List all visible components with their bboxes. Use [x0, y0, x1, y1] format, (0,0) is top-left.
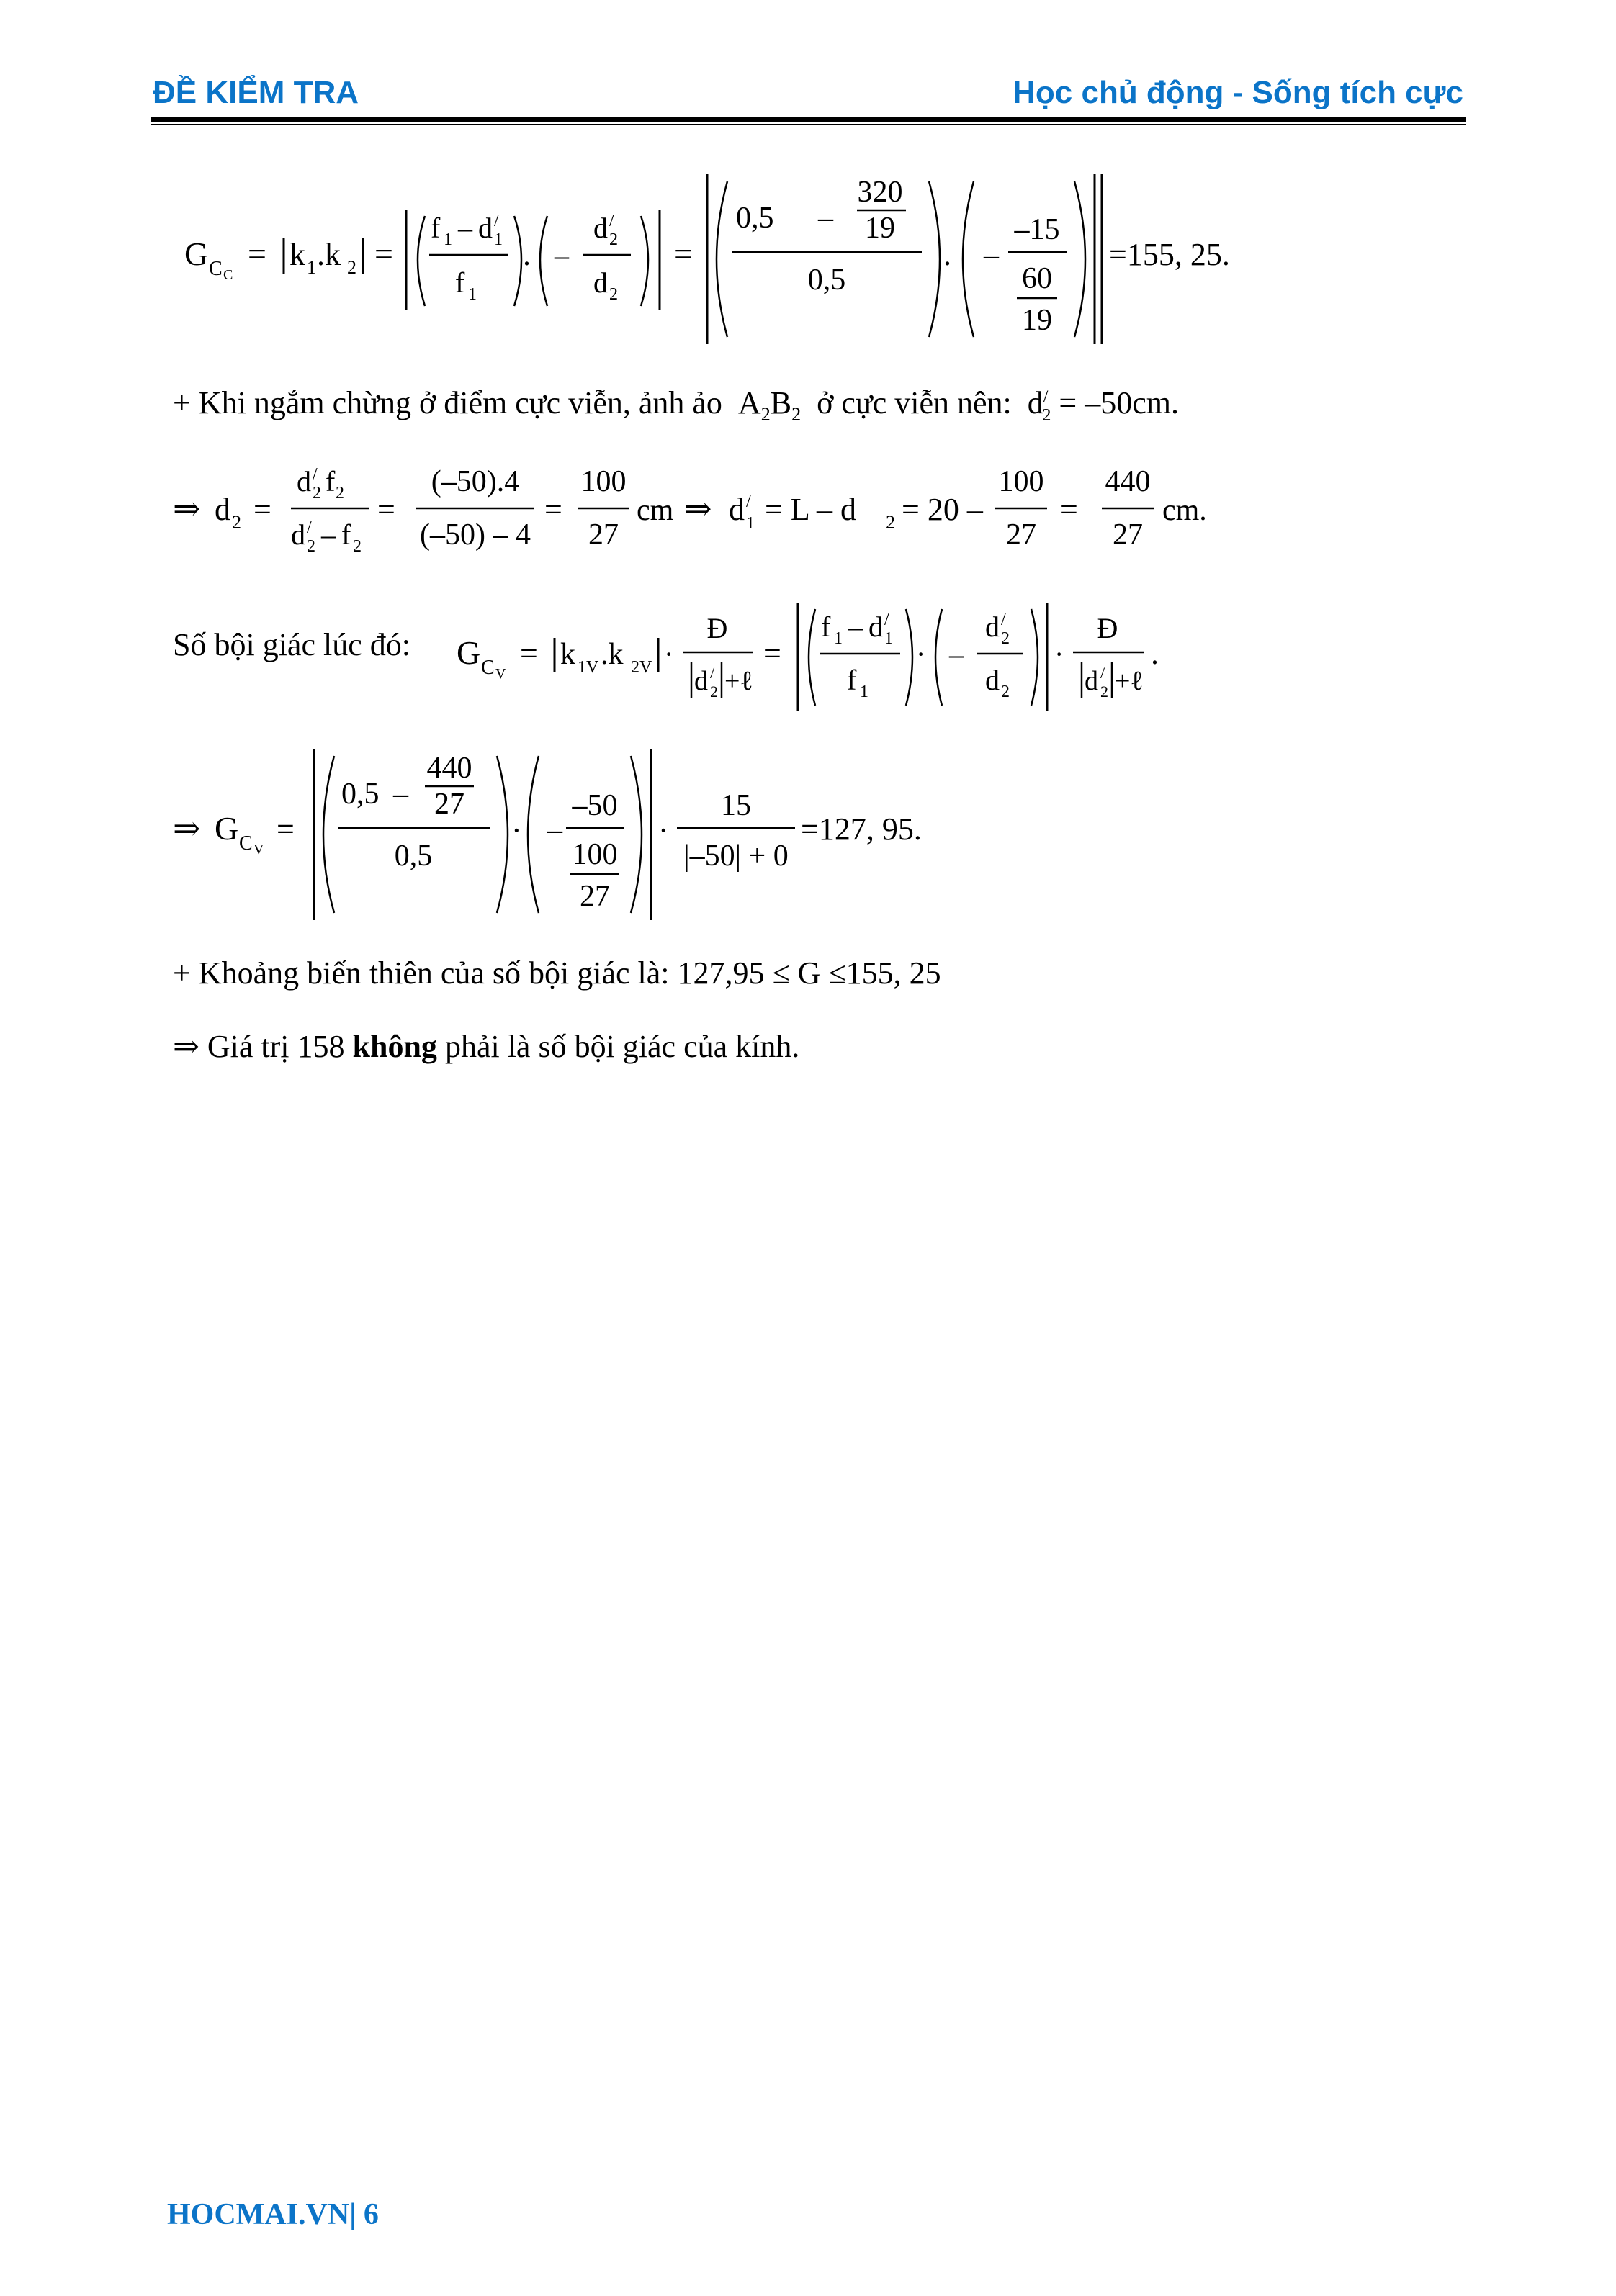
eq3-27b: 27 — [1113, 518, 1143, 552]
svg-text:–: – — [818, 202, 833, 235]
svg-text:d: d — [985, 611, 1000, 643]
svg-text:1: 1 — [834, 629, 843, 648]
header-slogan: Học chủ động - Sống tích cực — [1013, 75, 1463, 110]
svg-text:.: . — [943, 237, 951, 272]
svg-text:=: = — [377, 492, 395, 527]
eq5-27: 27 — [434, 788, 464, 821]
eq1-f1: f — [431, 212, 441, 244]
svg-text:d: d — [868, 611, 883, 643]
svg-text:2: 2 — [1100, 683, 1108, 701]
eq3-num: (–50).4 — [431, 465, 520, 498]
svg-text:/: / — [884, 611, 889, 629]
svg-text:·: · — [511, 813, 522, 848]
eq3-27c: 27 — [1006, 518, 1036, 552]
svg-text:G: G — [457, 634, 481, 671]
range-math: 127,95 ≤ G ≤155, 25 — [677, 955, 941, 991]
svg-text:1V: 1V — [578, 658, 599, 677]
eq1-60: 60 — [1022, 262, 1052, 295]
eq5-440: 440 — [426, 752, 472, 785]
svg-text:Đ: Đ — [1097, 612, 1118, 644]
svg-text:=: = — [1060, 492, 1078, 527]
svg-text:2: 2 — [1001, 629, 1010, 648]
svg-text:/: / — [313, 465, 318, 484]
svg-text:1: 1 — [746, 514, 755, 533]
svg-text:f: f — [821, 611, 831, 643]
svg-text:cm: cm — [637, 494, 674, 527]
svg-text:d: d — [297, 465, 311, 498]
svg-text:=: = — [674, 235, 693, 272]
svg-text:1: 1 — [494, 230, 503, 249]
header-title: ĐỀ KIỂM TRA — [153, 75, 359, 110]
eq5-result: =127, 95. — [801, 811, 922, 847]
svg-text:d: d — [985, 664, 1000, 696]
svg-text:V: V — [253, 842, 264, 857]
eq5-den: |–50| + 0 — [683, 839, 789, 873]
equation-gcv — [446, 598, 1239, 724]
eq1-m15: –15 — [1014, 213, 1060, 246]
svg-text:d: d — [1085, 666, 1098, 696]
svg-text:.: . — [523, 237, 531, 272]
svg-text:2: 2 — [232, 512, 241, 533]
svg-text:1: 1 — [444, 230, 452, 249]
eq3-100b: 100 — [998, 465, 1044, 498]
svg-text:d: d — [593, 212, 608, 244]
eq3-L: = L – d — [765, 492, 857, 527]
bold-khong: không — [352, 1029, 437, 1064]
svg-text:·: · — [916, 638, 926, 670]
svg-text:1: 1 — [860, 683, 868, 701]
svg-text:–: – — [848, 611, 863, 643]
svg-text:/: / — [307, 518, 312, 537]
eq1-19b: 19 — [1022, 304, 1052, 337]
equation-gcv-result — [173, 742, 1181, 932]
eq3-arrow: ⇒ — [173, 490, 201, 527]
svg-text:=: = — [520, 636, 538, 671]
header-rule — [151, 117, 1466, 122]
svg-text:⇒: ⇒ — [684, 490, 712, 527]
equation-d2 — [173, 454, 1253, 565]
svg-text:f: f — [341, 518, 351, 551]
svg-text:f: f — [326, 465, 336, 498]
svg-text:2V: 2V — [631, 658, 652, 677]
svg-text:1: 1 — [884, 629, 893, 648]
svg-text:Đ: Đ — [706, 612, 728, 644]
eq3-440: 440 — [1105, 465, 1151, 498]
equation-gcc-svg — [173, 166, 1253, 353]
svg-text:d: d — [694, 666, 708, 696]
line-conclusion: ⇒ Giá trị 158 không phải là số bội giác của kính. — [173, 1029, 800, 1064]
svg-text:·: · — [664, 638, 674, 670]
eq1-G: G — [184, 235, 209, 272]
svg-text:·: · — [1054, 638, 1064, 670]
page-footer: HOCMAI.VN| 6 — [167, 2198, 379, 2231]
svg-text:/: / — [710, 664, 715, 682]
svg-text:–: – — [949, 638, 964, 670]
eq5-05: 0,5 — [341, 778, 380, 811]
svg-text:–: – — [555, 239, 569, 271]
A2B2: $A_2B_2$ — [737, 385, 802, 425]
svg-text:/: / — [746, 492, 751, 511]
eq1-eq2: = — [374, 235, 393, 272]
eq1-k: k — [289, 237, 305, 272]
svg-text:C: C — [481, 657, 495, 679]
eq1-320: 320 — [857, 176, 903, 209]
header-rule-thin — [151, 124, 1466, 125]
line-magnification: Số bội giác lúc đó: — [173, 627, 410, 662]
svg-text:2: 2 — [1001, 683, 1010, 701]
svg-text:k: k — [560, 638, 575, 671]
equation-gcc — [173, 166, 1253, 356]
svg-text:V: V — [495, 666, 506, 682]
eq1-05: 0,5 — [736, 202, 774, 235]
eq1-eq1: = — [248, 235, 266, 272]
eq1-d1p: d — [478, 212, 493, 244]
eq1-result: =155, 25. — [1109, 237, 1230, 272]
svg-text:·: · — [658, 813, 669, 848]
svg-text:f: f — [847, 664, 857, 696]
svg-text:+ℓ: +ℓ — [724, 666, 753, 696]
svg-text:2: 2 — [886, 512, 895, 533]
page-header — [153, 75, 1463, 121]
svg-text:C: C — [239, 832, 253, 855]
line-far-point: + Khi ngắm chừng ở điểm cực viễn, ảnh ảo $A_2B_2$ ở cực viễn nên: $d^/_2 = -50cm$. — [173, 385, 1179, 425]
svg-text:–: – — [984, 239, 999, 272]
svg-text:2: 2 — [353, 537, 362, 556]
svg-text:.k: .k — [601, 638, 624, 671]
eq1-C: C — [209, 258, 223, 280]
equation-d2-svg — [173, 454, 1253, 562]
svg-text:2: 2 — [336, 484, 344, 503]
svg-text:2: 2 — [313, 484, 321, 503]
eq3-27: 27 — [588, 518, 619, 552]
svg-text:/: / — [494, 212, 499, 230]
equation-gcv-svg — [446, 598, 1239, 720]
svg-text:2: 2 — [710, 683, 718, 701]
eq1-dotk: .k — [317, 237, 341, 272]
line-range: + Khoảng biến thiên của số bội giác là: 127,95 ≤ G ≤155, 25 — [173, 955, 941, 991]
svg-text:d: d — [729, 492, 745, 527]
svg-text:/: / — [609, 212, 614, 230]
svg-text:–: – — [321, 518, 336, 551]
svg-text:=: = — [763, 636, 781, 671]
svg-text:1: 1 — [468, 285, 477, 304]
eq5-27b: 27 — [580, 880, 610, 913]
svg-text:/: / — [1100, 664, 1105, 682]
svg-text:=: = — [277, 811, 295, 847]
svg-text:/: / — [1001, 611, 1006, 629]
svg-text:=: = — [253, 492, 271, 527]
svg-text:–: – — [458, 212, 472, 244]
svg-text:2: 2 — [307, 537, 315, 556]
eq1-k-sub2: 2 — [347, 257, 356, 278]
svg-text:G: G — [215, 810, 239, 847]
svg-text:⇒: ⇒ — [173, 810, 201, 847]
eq5-m50: –50 — [572, 789, 618, 822]
eq3-20: = 20 – — [902, 492, 983, 527]
svg-text:+ℓ: +ℓ — [1115, 666, 1144, 696]
svg-text:d: d — [215, 492, 230, 527]
eq1-k-sub1: 1 — [307, 257, 316, 278]
svg-text:2: 2 — [609, 285, 618, 304]
eq1-C2: C — [223, 267, 233, 283]
eq5-100: 100 — [572, 838, 618, 871]
svg-text:–: – — [393, 778, 408, 811]
svg-text:–: – — [547, 814, 562, 847]
equation-gcv-result-svg — [173, 742, 1181, 929]
svg-text:d: d — [291, 518, 305, 551]
eq3-100: 100 — [580, 465, 627, 498]
eq5-05b: 0,5 — [394, 839, 433, 873]
eq3-den: (–50) – 4 — [420, 518, 531, 552]
svg-text:.: . — [1151, 636, 1159, 671]
svg-text:=: = — [544, 492, 562, 527]
svg-text:cm.: cm. — [1162, 494, 1207, 527]
eq1-05b: 0,5 — [807, 264, 846, 297]
svg-text:f: f — [455, 266, 465, 299]
eq5-15: 15 — [721, 789, 751, 822]
svg-text:2: 2 — [609, 230, 618, 249]
svg-text:d: d — [593, 266, 608, 299]
eq1-19: 19 — [865, 212, 895, 245]
